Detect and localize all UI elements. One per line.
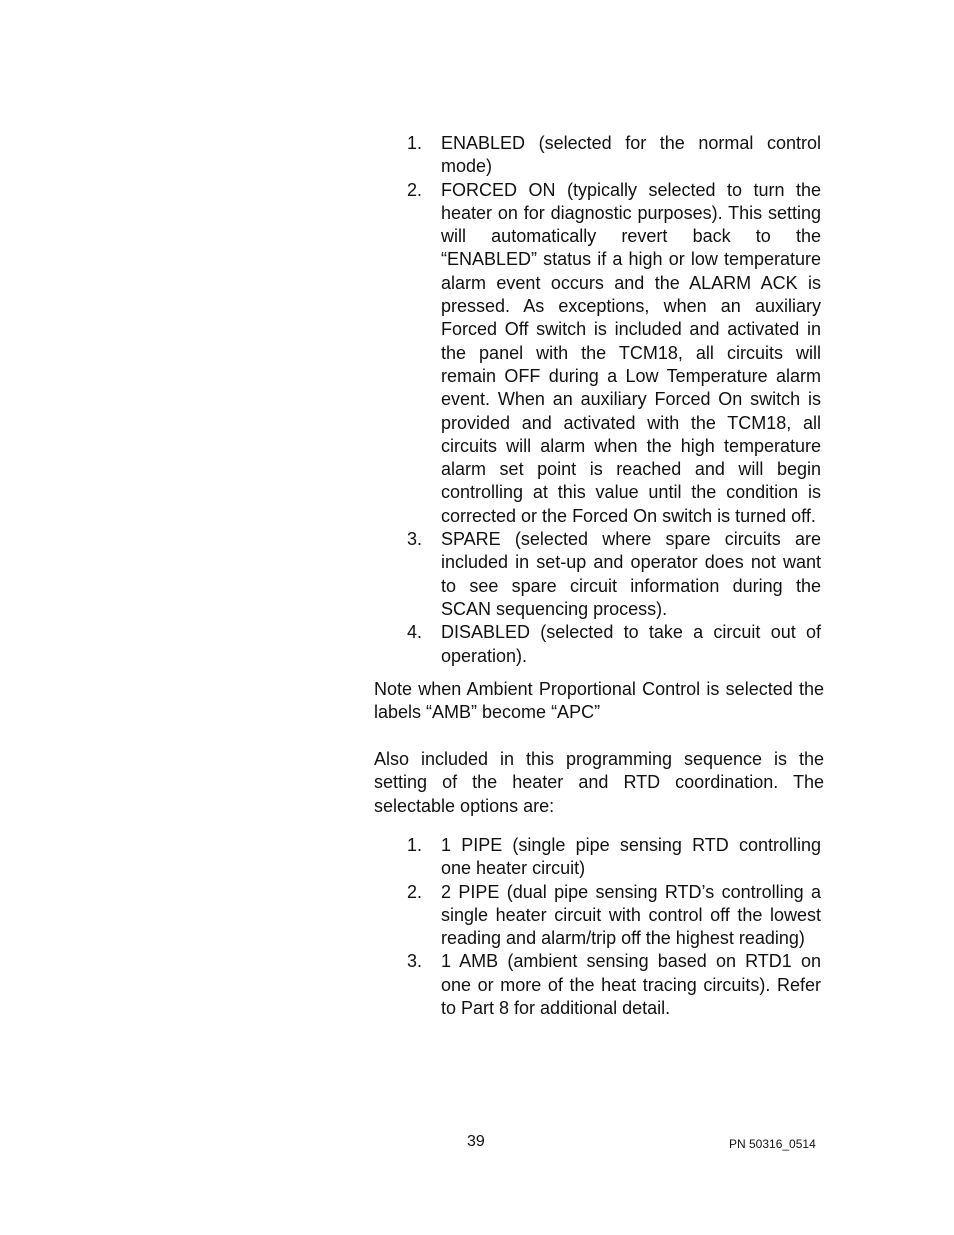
list-item (374, 834, 821, 881)
list-item-number: 3. (407, 951, 423, 972)
list-item (374, 132, 821, 179)
list-item-number: 2. (407, 881, 423, 902)
list-item-text: 2 PIPE (dual pipe sensing RTD’s controlling a single heater circuit with control off the lowest reading and alarm/trip off the highest reading) (441, 881, 821, 949)
coordination-paragraph: Also included in this programming sequence is the setting of the heater and RTD coordination. The selectable options are: (374, 749, 824, 816)
status-options-list (374, 132, 824, 668)
list-item (374, 881, 821, 951)
list-item-text: 1 PIPE (single pipe sensing RTD controlling one heater circuit) (441, 835, 821, 879)
note-paragraph: Note when Ambient Proportional Control is selected the labels “AMB” become “APC” (374, 679, 824, 723)
list-item-text: SPARE (selected where spare circuits are included in set-up and operator does not want to see spare circuit information during the SCAN sequencing process). (441, 529, 821, 619)
list-item-number: 4. (407, 622, 423, 643)
list-item (374, 950, 821, 1020)
list-item (374, 621, 821, 668)
list-item-text: FORCED ON (typically selected to turn the heater on for diagnostic purposes). This setting will automatically revert back to the “ENABLED” status if a high or low temperature alarm event occurs and the ALARM ACK is pressed. As exceptions, when an auxiliary Forced Off switch is included and activated in the panel with the TCM18, all circuits will remain OFF during a Low Temperature alarm event. When an auxiliary Forced On switch is provided and activated with the TCM18, all circuits will alarm when the high temperature alarm set point is reached and will begin controlling at this value until the condition is corrected or the Forced On switch is turned off. (441, 179, 821, 526)
rtd-options-list (374, 834, 824, 1020)
list-item-text: ENABLED (selected for the normal control mode) (441, 133, 821, 177)
list-item-text: DISABLED (selected to take a circuit out of operation). (441, 622, 821, 666)
list-item-number: 1. (407, 133, 423, 153)
list-item-number: 1. (407, 835, 423, 855)
list-item-number: 2. (407, 179, 423, 200)
list-item-text: 1 AMB (ambient sensing based on RTD1 on one or more of the heat tracing circuits). Refer to Part 8 for additional detail. (441, 951, 821, 1019)
list-item (374, 179, 821, 528)
list-item (374, 528, 821, 621)
part-number: PN 50316_0514 (729, 1137, 816, 1151)
list-item-number: 3. (407, 529, 423, 550)
page-number: 39 (467, 1133, 485, 1150)
